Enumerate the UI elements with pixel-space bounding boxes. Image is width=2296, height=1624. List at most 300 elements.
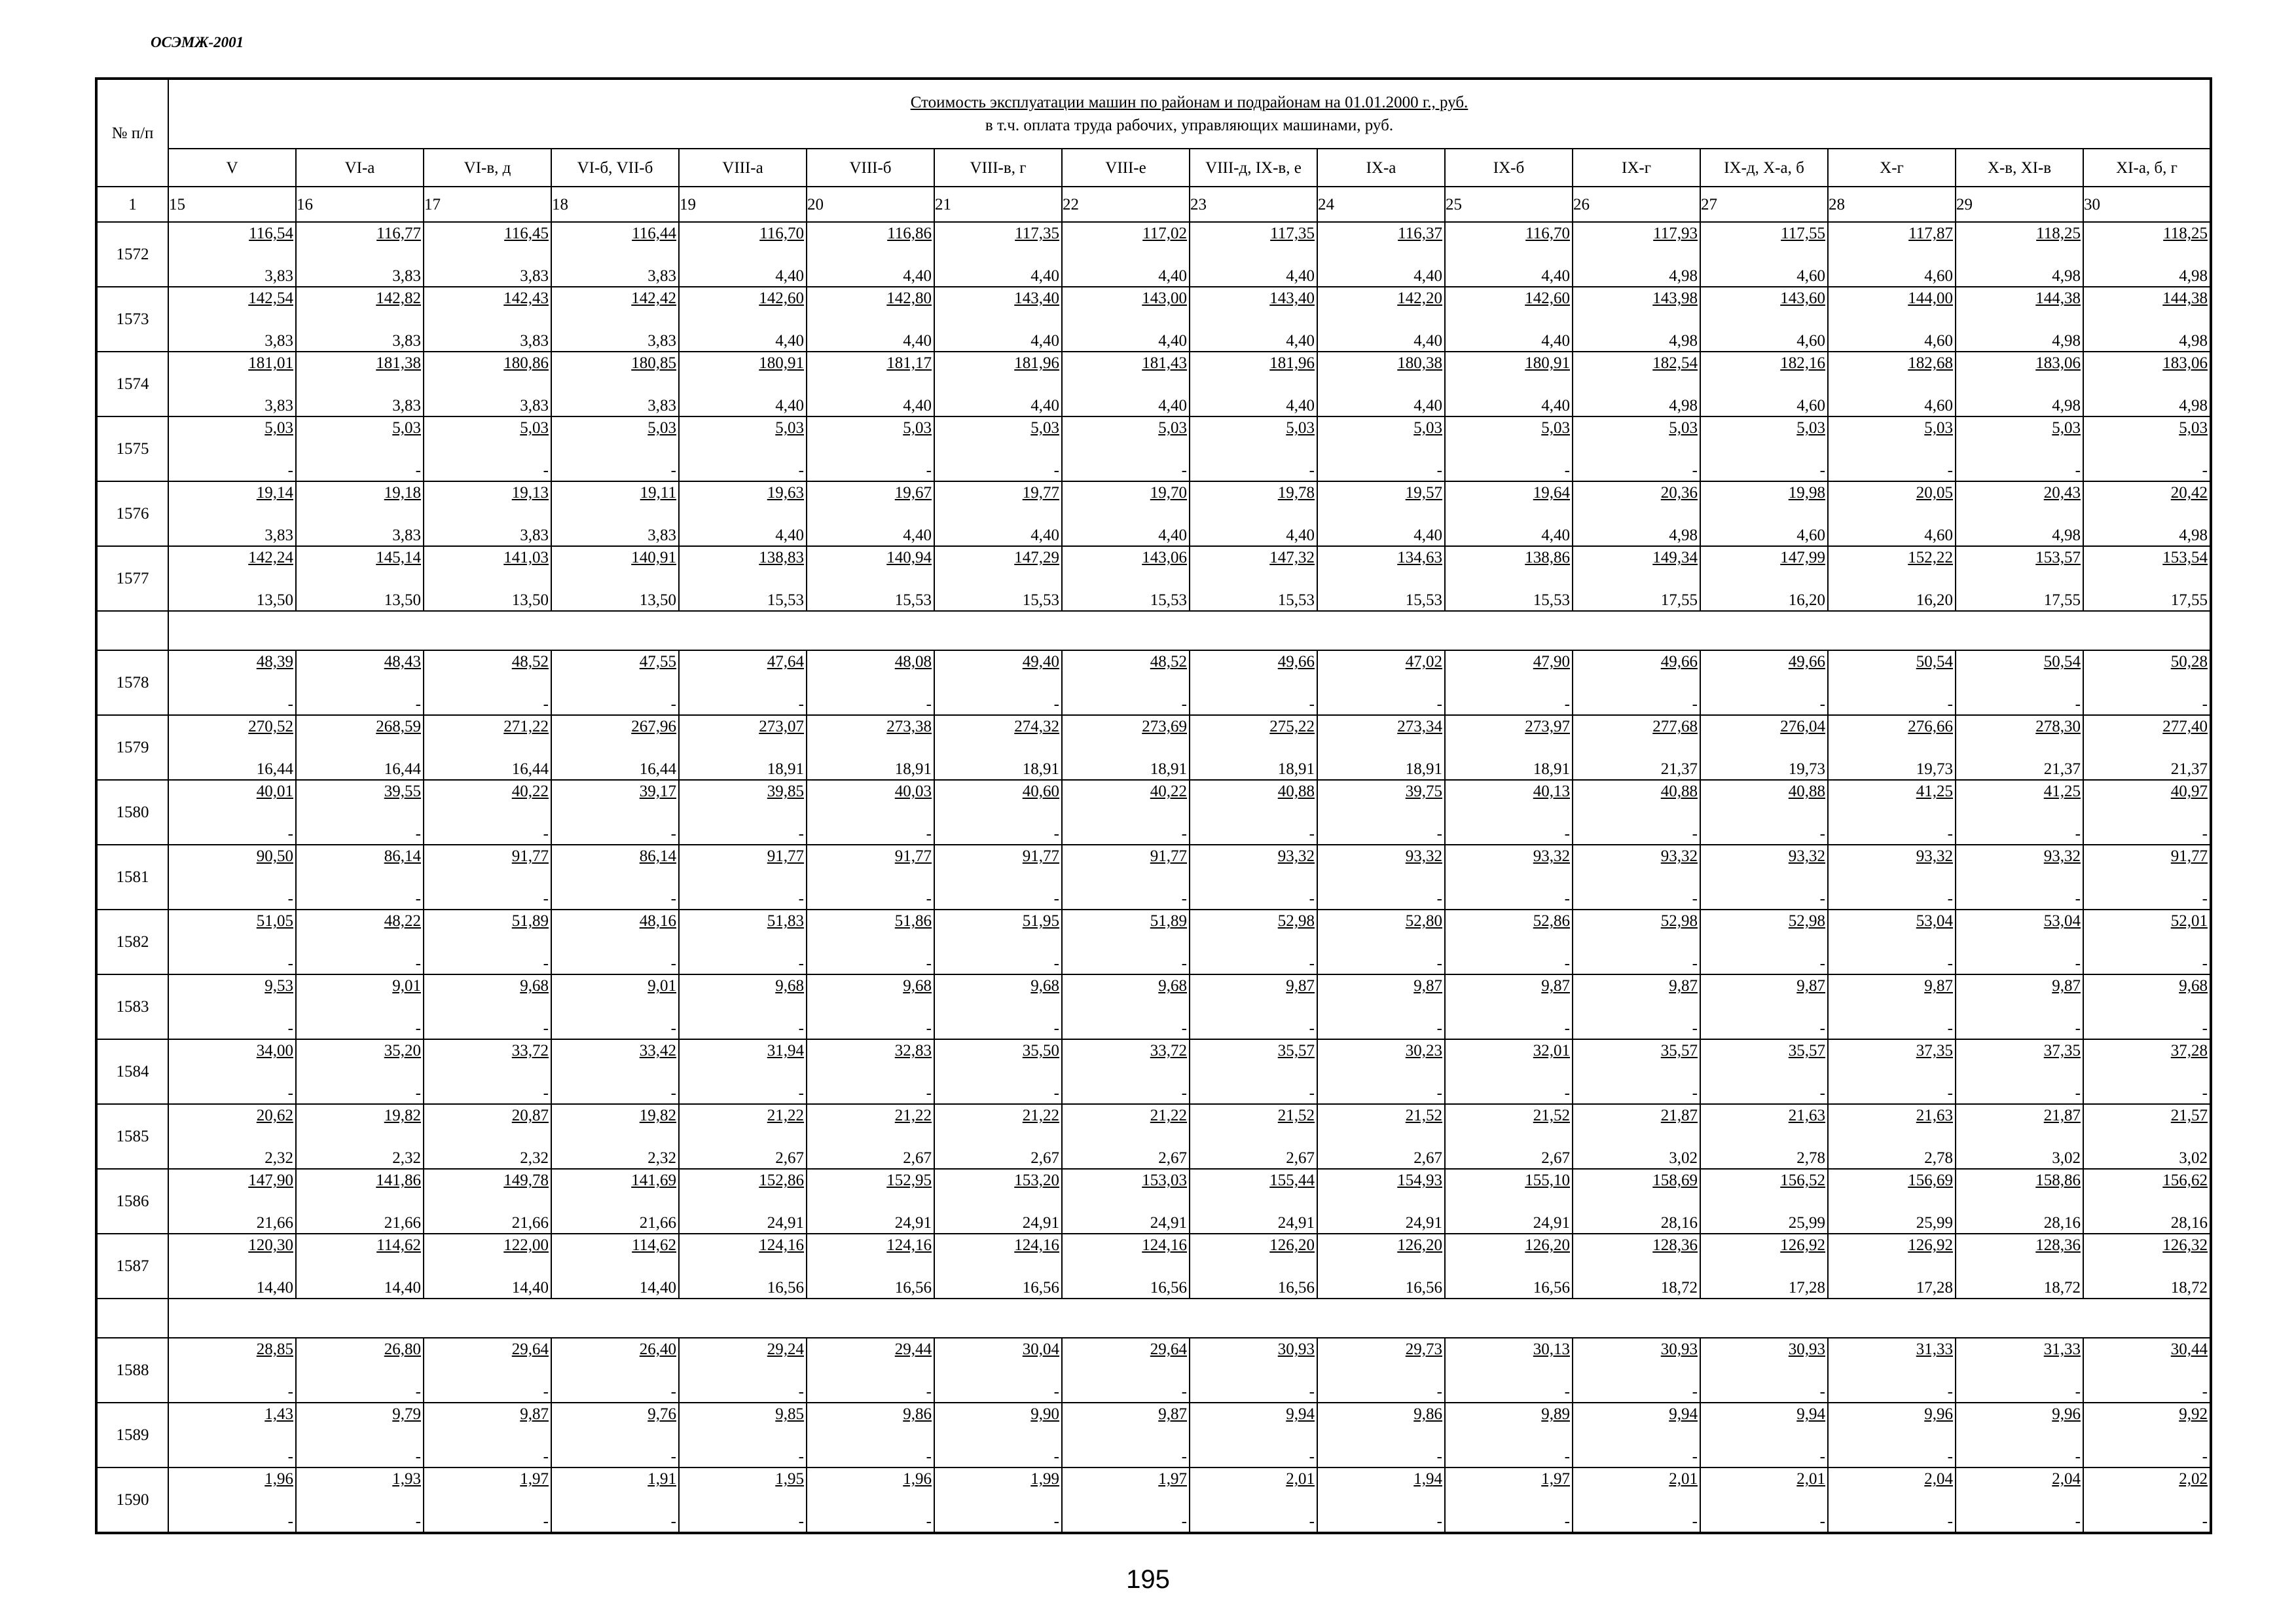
value-cell [1062, 715, 1190, 780]
operating-cost-value: 28,85 [256, 1340, 293, 1358]
operating-cost-value: 114,62 [632, 1236, 676, 1254]
value-cell [1700, 546, 1828, 611]
operating-cost-value: 1,97 [1158, 1470, 1187, 1488]
value-cell [1700, 1234, 1828, 1299]
operating-cost-value: 153,57 [2035, 549, 2081, 566]
labor-cost-value: - [287, 695, 293, 713]
labor-cost-value: 4,40 [1413, 267, 1442, 285]
table-row [96, 974, 2211, 1039]
value-cell [1317, 780, 1445, 845]
value-cell [296, 780, 424, 845]
value-cell [1828, 352, 1956, 416]
value-cell [1445, 974, 1573, 1039]
operating-cost-value: 29,73 [1405, 1340, 1442, 1358]
operating-cost-value: 31,33 [2043, 1340, 2081, 1358]
table-row [96, 416, 2211, 481]
operating-cost-value: 183,06 [2162, 354, 2208, 372]
value-cell [934, 1104, 1062, 1169]
operating-cost-value: 278,30 [2035, 718, 2081, 735]
labor-cost-value: - [926, 1513, 932, 1530]
value-cell [1062, 546, 1190, 611]
operating-cost-value: 29,64 [1150, 1340, 1187, 1358]
operating-cost-value: 40,03 [894, 783, 932, 800]
operating-cost-value: 147,90 [248, 1172, 293, 1189]
labor-cost-value: 4,40 [775, 332, 804, 350]
column-number: 30 [2083, 187, 2211, 222]
value-cell [2083, 910, 2211, 974]
value-cell [168, 1403, 296, 1467]
value-cell [1828, 780, 1956, 845]
value-cell [2083, 845, 2211, 910]
operating-cost-value: 30,93 [1277, 1340, 1315, 1358]
labor-cost-value: - [1436, 1513, 1442, 1530]
row-number: 1584 [96, 1039, 168, 1104]
row-number: 1576 [96, 481, 168, 546]
value-cell [168, 222, 296, 287]
labor-cost-value: - [1692, 695, 1698, 713]
region-header: VI-в, д [424, 149, 551, 187]
labor-cost-value: - [670, 1448, 676, 1466]
value-cell [424, 1338, 551, 1403]
value-cell [1700, 481, 1828, 546]
operating-cost-value: 19,13 [511, 484, 549, 502]
value-cell [168, 1338, 296, 1403]
operating-cost-value: 9,87 [1158, 1405, 1187, 1423]
value-cell [1445, 287, 1573, 352]
labor-cost-value: - [798, 955, 804, 972]
value-cell [807, 1467, 934, 1533]
operating-cost-value: 40,60 [1022, 783, 1059, 800]
labor-cost-value: 16,20 [1788, 591, 1825, 609]
operating-cost-value: 52,98 [1277, 912, 1315, 930]
labor-cost-value: 14,40 [639, 1279, 676, 1297]
operating-cost-value: 141,03 [503, 549, 549, 566]
cost-table [95, 77, 2212, 1534]
operating-cost-value: 180,85 [631, 354, 676, 372]
region-header: VIII-б [807, 149, 934, 187]
labor-cost-value: - [2202, 890, 2208, 908]
value-cell [1573, 546, 1700, 611]
operating-cost-value: 91,77 [1150, 847, 1187, 865]
operating-cost-value: 50,28 [2170, 653, 2208, 671]
value-cell [1317, 1169, 1445, 1234]
operating-cost-value: 47,55 [639, 653, 676, 671]
value-cell [424, 780, 551, 845]
labor-cost-value: - [2202, 1448, 2208, 1466]
operating-cost-value: 147,29 [1014, 549, 1059, 566]
value-cell [424, 1467, 551, 1533]
value-cell [296, 352, 424, 416]
operating-cost-value: 9,68 [1158, 977, 1187, 995]
value-cell [551, 1104, 679, 1169]
labor-cost-value: - [670, 1020, 676, 1037]
operating-cost-value: 48,43 [384, 653, 421, 671]
operating-cost-value: 124,16 [1014, 1236, 1059, 1254]
value-cell [1190, 546, 1317, 611]
operating-cost-value: 9,94 [1286, 1405, 1315, 1423]
operating-cost-value: 9,68 [775, 977, 804, 995]
value-cell [679, 1039, 807, 1104]
page-number: 195 [1126, 1565, 1170, 1594]
value-cell [1573, 287, 1700, 352]
value-cell [1700, 974, 1828, 1039]
labor-cost-value: 4,40 [903, 397, 932, 415]
operating-cost-value: 29,44 [894, 1340, 932, 1358]
operating-cost-value: 144,00 [1908, 289, 1953, 307]
value-cell [807, 287, 934, 352]
value-cell [1190, 910, 1317, 974]
operating-cost-value: 33,42 [639, 1042, 676, 1060]
value-cell [807, 1039, 934, 1104]
value-cell [807, 352, 934, 416]
value-cell [1062, 974, 1190, 1039]
labor-cost-value: - [1692, 1020, 1698, 1037]
labor-cost-value: 21,66 [256, 1214, 293, 1232]
value-cell [551, 481, 679, 546]
value-cell [1062, 780, 1190, 845]
value-cell [1828, 546, 1956, 611]
labor-cost-value: - [1053, 825, 1059, 843]
labor-cost-value: - [2075, 1020, 2081, 1037]
value-cell [1062, 650, 1190, 715]
value-cell [296, 1467, 424, 1533]
value-cell [2083, 287, 2211, 352]
labor-cost-value: - [798, 695, 804, 713]
labor-cost-value: - [1819, 955, 1825, 972]
operating-cost-value: 138,86 [1525, 549, 1570, 566]
labor-cost-value: 4,40 [903, 526, 932, 544]
labor-cost-value: 16,56 [767, 1279, 804, 1297]
operating-cost-value: 52,98 [1788, 912, 1825, 930]
labor-cost-value: - [926, 955, 932, 972]
labor-cost-value: - [1309, 825, 1315, 843]
labor-cost-value: 3,83 [520, 332, 549, 350]
operating-cost-value: 9,94 [1669, 1405, 1698, 1423]
operating-cost-value: 52,86 [1533, 912, 1570, 930]
value-cell [1190, 1403, 1317, 1467]
labor-cost-value: 4,98 [2052, 397, 2081, 415]
value-cell [1445, 1104, 1573, 1169]
operating-cost-value: 5,03 [1158, 419, 1187, 437]
labor-cost-value: 24,91 [894, 1214, 932, 1232]
labor-cost-value: - [287, 890, 293, 908]
operating-cost-value: 180,38 [1397, 354, 1442, 372]
value-cell [1700, 222, 1828, 287]
operating-cost-value: 30,93 [1788, 1340, 1825, 1358]
operating-cost-value: 1,97 [1541, 1470, 1570, 1488]
labor-cost-value: - [1053, 955, 1059, 972]
labor-cost-value: 4,60 [1924, 332, 1953, 350]
value-cell [551, 222, 679, 287]
operating-cost-value: 158,86 [2035, 1172, 2081, 1189]
value-cell [1700, 352, 1828, 416]
operating-cost-value: 5,03 [647, 419, 676, 437]
labor-cost-value: - [1053, 1513, 1059, 1530]
operating-cost-value: 52,98 [1660, 912, 1698, 930]
value-cell [424, 481, 551, 546]
operating-cost-value: 9,53 [264, 977, 293, 995]
labor-cost-value: - [670, 825, 676, 843]
labor-cost-value: - [926, 825, 932, 843]
operating-cost-value: 5,03 [1030, 419, 1059, 437]
operating-cost-value: 5,03 [1413, 419, 1442, 437]
labor-cost-value: 2,67 [1413, 1149, 1442, 1167]
column-number: 24 [1317, 187, 1445, 222]
region-header: VIII-е [1062, 149, 1190, 187]
operating-cost-value: 156,62 [2162, 1172, 2208, 1189]
region-header: VI-б, VII-б [551, 149, 679, 187]
value-cell [2083, 1169, 2211, 1234]
labor-cost-value: 4,40 [903, 267, 932, 285]
value-cell [168, 650, 296, 715]
labor-cost-value: - [543, 1383, 549, 1401]
value-cell [2083, 715, 2211, 780]
operating-cost-value: 51,86 [894, 912, 932, 930]
operating-cost-value: 48,08 [894, 653, 932, 671]
value-cell [2083, 1467, 2211, 1533]
value-cell [1062, 1234, 1190, 1299]
operating-cost-value: 9,90 [1030, 1405, 1059, 1423]
operating-cost-value: 128,36 [2035, 1236, 2081, 1254]
operating-cost-value: 39,75 [1405, 783, 1442, 800]
separator-cell [96, 1299, 168, 1338]
labor-cost-value: 2,67 [1030, 1149, 1059, 1167]
value-cell [1573, 352, 1700, 416]
labor-cost-value: 13,50 [639, 591, 676, 609]
labor-cost-value: 14,40 [256, 1279, 293, 1297]
operating-cost-value: 1,94 [1413, 1470, 1442, 1488]
operating-cost-value: 35,57 [1277, 1042, 1315, 1060]
value-cell [551, 1467, 679, 1533]
value-cell [679, 845, 807, 910]
labor-cost-value: - [1436, 695, 1442, 713]
labor-cost-value: - [2202, 1513, 2208, 1530]
value-cell [551, 715, 679, 780]
labor-cost-value: 2,32 [392, 1149, 421, 1167]
column-number: 23 [1190, 187, 1317, 222]
labor-cost-value: - [2075, 1513, 2081, 1530]
value-cell [424, 1104, 551, 1169]
labor-cost-value: - [543, 462, 549, 479]
labor-cost-value: - [1564, 825, 1570, 843]
operating-cost-value: 21,22 [894, 1107, 932, 1124]
operating-cost-value: 141,86 [376, 1172, 421, 1189]
operating-cost-value: 33,72 [1150, 1042, 1187, 1060]
value-cell [1956, 481, 2083, 546]
operating-cost-value: 9,01 [647, 977, 676, 995]
labor-cost-value: 16,20 [1916, 591, 1953, 609]
value-cell [1190, 1039, 1317, 1104]
value-cell [424, 715, 551, 780]
region-header: IX-б [1445, 149, 1573, 187]
value-cell [1956, 1104, 2083, 1169]
labor-cost-value: - [1564, 462, 1570, 479]
labor-cost-value: - [2202, 825, 2208, 843]
operating-cost-value: 116,45 [504, 225, 549, 242]
labor-cost-value: - [1309, 1513, 1315, 1530]
value-cell [1700, 845, 1828, 910]
operating-cost-value: 19,70 [1150, 484, 1187, 502]
value-cell [679, 416, 807, 481]
labor-cost-value: - [2202, 695, 2208, 713]
operating-cost-value: 21,57 [2170, 1107, 2208, 1124]
region-header: VI-а [296, 149, 424, 187]
labor-cost-value: 4,98 [2179, 397, 2208, 415]
labor-cost-value: 4,60 [1796, 267, 1825, 285]
labor-cost-value: - [1564, 1448, 1570, 1466]
value-cell [424, 1403, 551, 1467]
row-number: 1587 [96, 1234, 168, 1299]
row-number: 1572 [96, 222, 168, 287]
value-cell [1700, 650, 1828, 715]
operating-cost-value: 9,86 [903, 1405, 932, 1423]
labor-cost-value: - [1692, 1513, 1698, 1530]
labor-cost-value: - [1564, 955, 1570, 972]
value-cell [679, 715, 807, 780]
labor-cost-value: - [926, 1020, 932, 1037]
region-header: V [168, 149, 296, 187]
operating-cost-value: 153,54 [2162, 549, 2208, 566]
labor-cost-value: 15,53 [1150, 591, 1187, 609]
operating-cost-value: 2,04 [2052, 1470, 2081, 1488]
row-number: 1582 [96, 910, 168, 974]
operating-cost-value: 9,87 [1924, 977, 1953, 995]
labor-cost-value: - [287, 1020, 293, 1037]
operating-cost-value: 5,03 [1286, 419, 1315, 437]
operating-cost-value: 91,77 [767, 847, 804, 865]
value-cell [679, 974, 807, 1039]
labor-cost-value: 4,40 [775, 397, 804, 415]
labor-cost-value: 4,98 [2052, 332, 2081, 350]
labor-cost-value: - [1053, 1448, 1059, 1466]
value-cell [807, 845, 934, 910]
labor-cost-value: 2,67 [1158, 1149, 1187, 1167]
operating-cost-value: 19,11 [640, 484, 676, 502]
operating-cost-value: 9,87 [1669, 977, 1698, 995]
labor-cost-value: - [1819, 1084, 1825, 1102]
value-cell [679, 1104, 807, 1169]
labor-cost-value: - [1309, 462, 1315, 479]
separator-cell [168, 1299, 2211, 1338]
labor-cost-value: 24,91 [1022, 1214, 1059, 1232]
value-cell [2083, 416, 2211, 481]
labor-cost-value: - [1436, 1383, 1442, 1401]
operating-cost-value: 30,23 [1405, 1042, 1442, 1060]
value-cell [296, 1234, 424, 1299]
labor-cost-value: - [415, 1084, 421, 1102]
operating-cost-value: 181,17 [886, 354, 932, 372]
labor-cost-value: 16,56 [1277, 1279, 1315, 1297]
value-cell [2083, 1338, 2211, 1403]
value-cell [1317, 1104, 1445, 1169]
value-cell [424, 1169, 551, 1234]
value-cell [1445, 352, 1573, 416]
labor-cost-value: 21,66 [639, 1214, 676, 1232]
labor-cost-value: - [1181, 825, 1187, 843]
operating-cost-value: 39,85 [767, 783, 804, 800]
operating-cost-value: 40,22 [511, 783, 549, 800]
operating-cost-value: 126,92 [1908, 1236, 1953, 1254]
operating-cost-value: 117,35 [1270, 225, 1315, 242]
labor-cost-value: - [415, 890, 421, 908]
labor-cost-value: 17,55 [2170, 591, 2208, 609]
value-cell [1317, 974, 1445, 1039]
value-cell [1956, 1169, 2083, 1234]
labor-cost-value: - [1309, 695, 1315, 713]
value-cell [2083, 352, 2211, 416]
operating-cost-value: 126,32 [2162, 1236, 2208, 1254]
labor-cost-value: - [1053, 890, 1059, 908]
labor-cost-value: 16,56 [894, 1279, 932, 1297]
labor-cost-value: - [1692, 462, 1698, 479]
labor-cost-value: - [2075, 1383, 2081, 1401]
value-cell [1317, 650, 1445, 715]
value-cell [2083, 1403, 2211, 1467]
value-cell [679, 780, 807, 845]
table-row [96, 287, 2211, 352]
labor-cost-value: - [926, 1448, 932, 1466]
operating-cost-value: 21,22 [1022, 1107, 1059, 1124]
labor-cost-value: 2,67 [903, 1149, 932, 1167]
labor-cost-value: - [1181, 890, 1187, 908]
value-cell [1828, 1234, 1956, 1299]
operating-cost-value: 51,83 [767, 912, 804, 930]
operating-cost-value: 48,39 [256, 653, 293, 671]
labor-cost-value: - [287, 1383, 293, 1401]
labor-cost-value: 3,83 [520, 526, 549, 544]
labor-cost-value: - [543, 955, 549, 972]
region-header: VIII-а [679, 149, 807, 187]
operating-cost-value: 153,20 [1014, 1172, 1059, 1189]
labor-cost-value: - [1436, 890, 1442, 908]
value-cell [934, 1039, 1062, 1104]
region-header: IX-д, X-а, б [1700, 149, 1828, 187]
labor-cost-value: - [1947, 1513, 1953, 1530]
labor-cost-value: - [1692, 1383, 1698, 1401]
value-cell [551, 1338, 679, 1403]
labor-cost-value: 4,40 [1541, 526, 1570, 544]
operating-cost-value: 116,86 [887, 225, 932, 242]
operating-cost-value: 124,16 [1142, 1236, 1187, 1254]
value-cell [1828, 1039, 1956, 1104]
value-cell [1317, 1403, 1445, 1467]
value-cell [1573, 910, 1700, 974]
operating-cost-value: 5,03 [264, 419, 293, 437]
labor-cost-value: - [415, 1513, 421, 1530]
table-row [96, 1169, 2211, 1234]
operating-cost-value: 20,05 [1916, 484, 1953, 502]
labor-cost-value: 2,32 [264, 1149, 293, 1167]
labor-cost-value: - [1436, 955, 1442, 972]
operating-cost-value: 122,00 [503, 1236, 549, 1254]
value-cell [807, 222, 934, 287]
labor-cost-value: - [287, 825, 293, 843]
operating-cost-value: 155,10 [1525, 1172, 1570, 1189]
table-row [96, 1338, 2211, 1403]
value-cell [1828, 1338, 1956, 1403]
operating-cost-value: 142,82 [376, 289, 421, 307]
labor-cost-value: - [798, 1020, 804, 1037]
value-cell [1445, 1039, 1573, 1104]
operating-cost-value: 20,62 [256, 1107, 293, 1124]
labor-cost-value: 21,37 [1660, 760, 1698, 778]
value-cell [934, 845, 1062, 910]
operating-cost-value: 117,02 [1142, 225, 1187, 242]
value-cell [1956, 352, 2083, 416]
labor-cost-value: 3,83 [647, 397, 676, 415]
value-cell [934, 910, 1062, 974]
value-cell [1956, 1467, 2083, 1533]
